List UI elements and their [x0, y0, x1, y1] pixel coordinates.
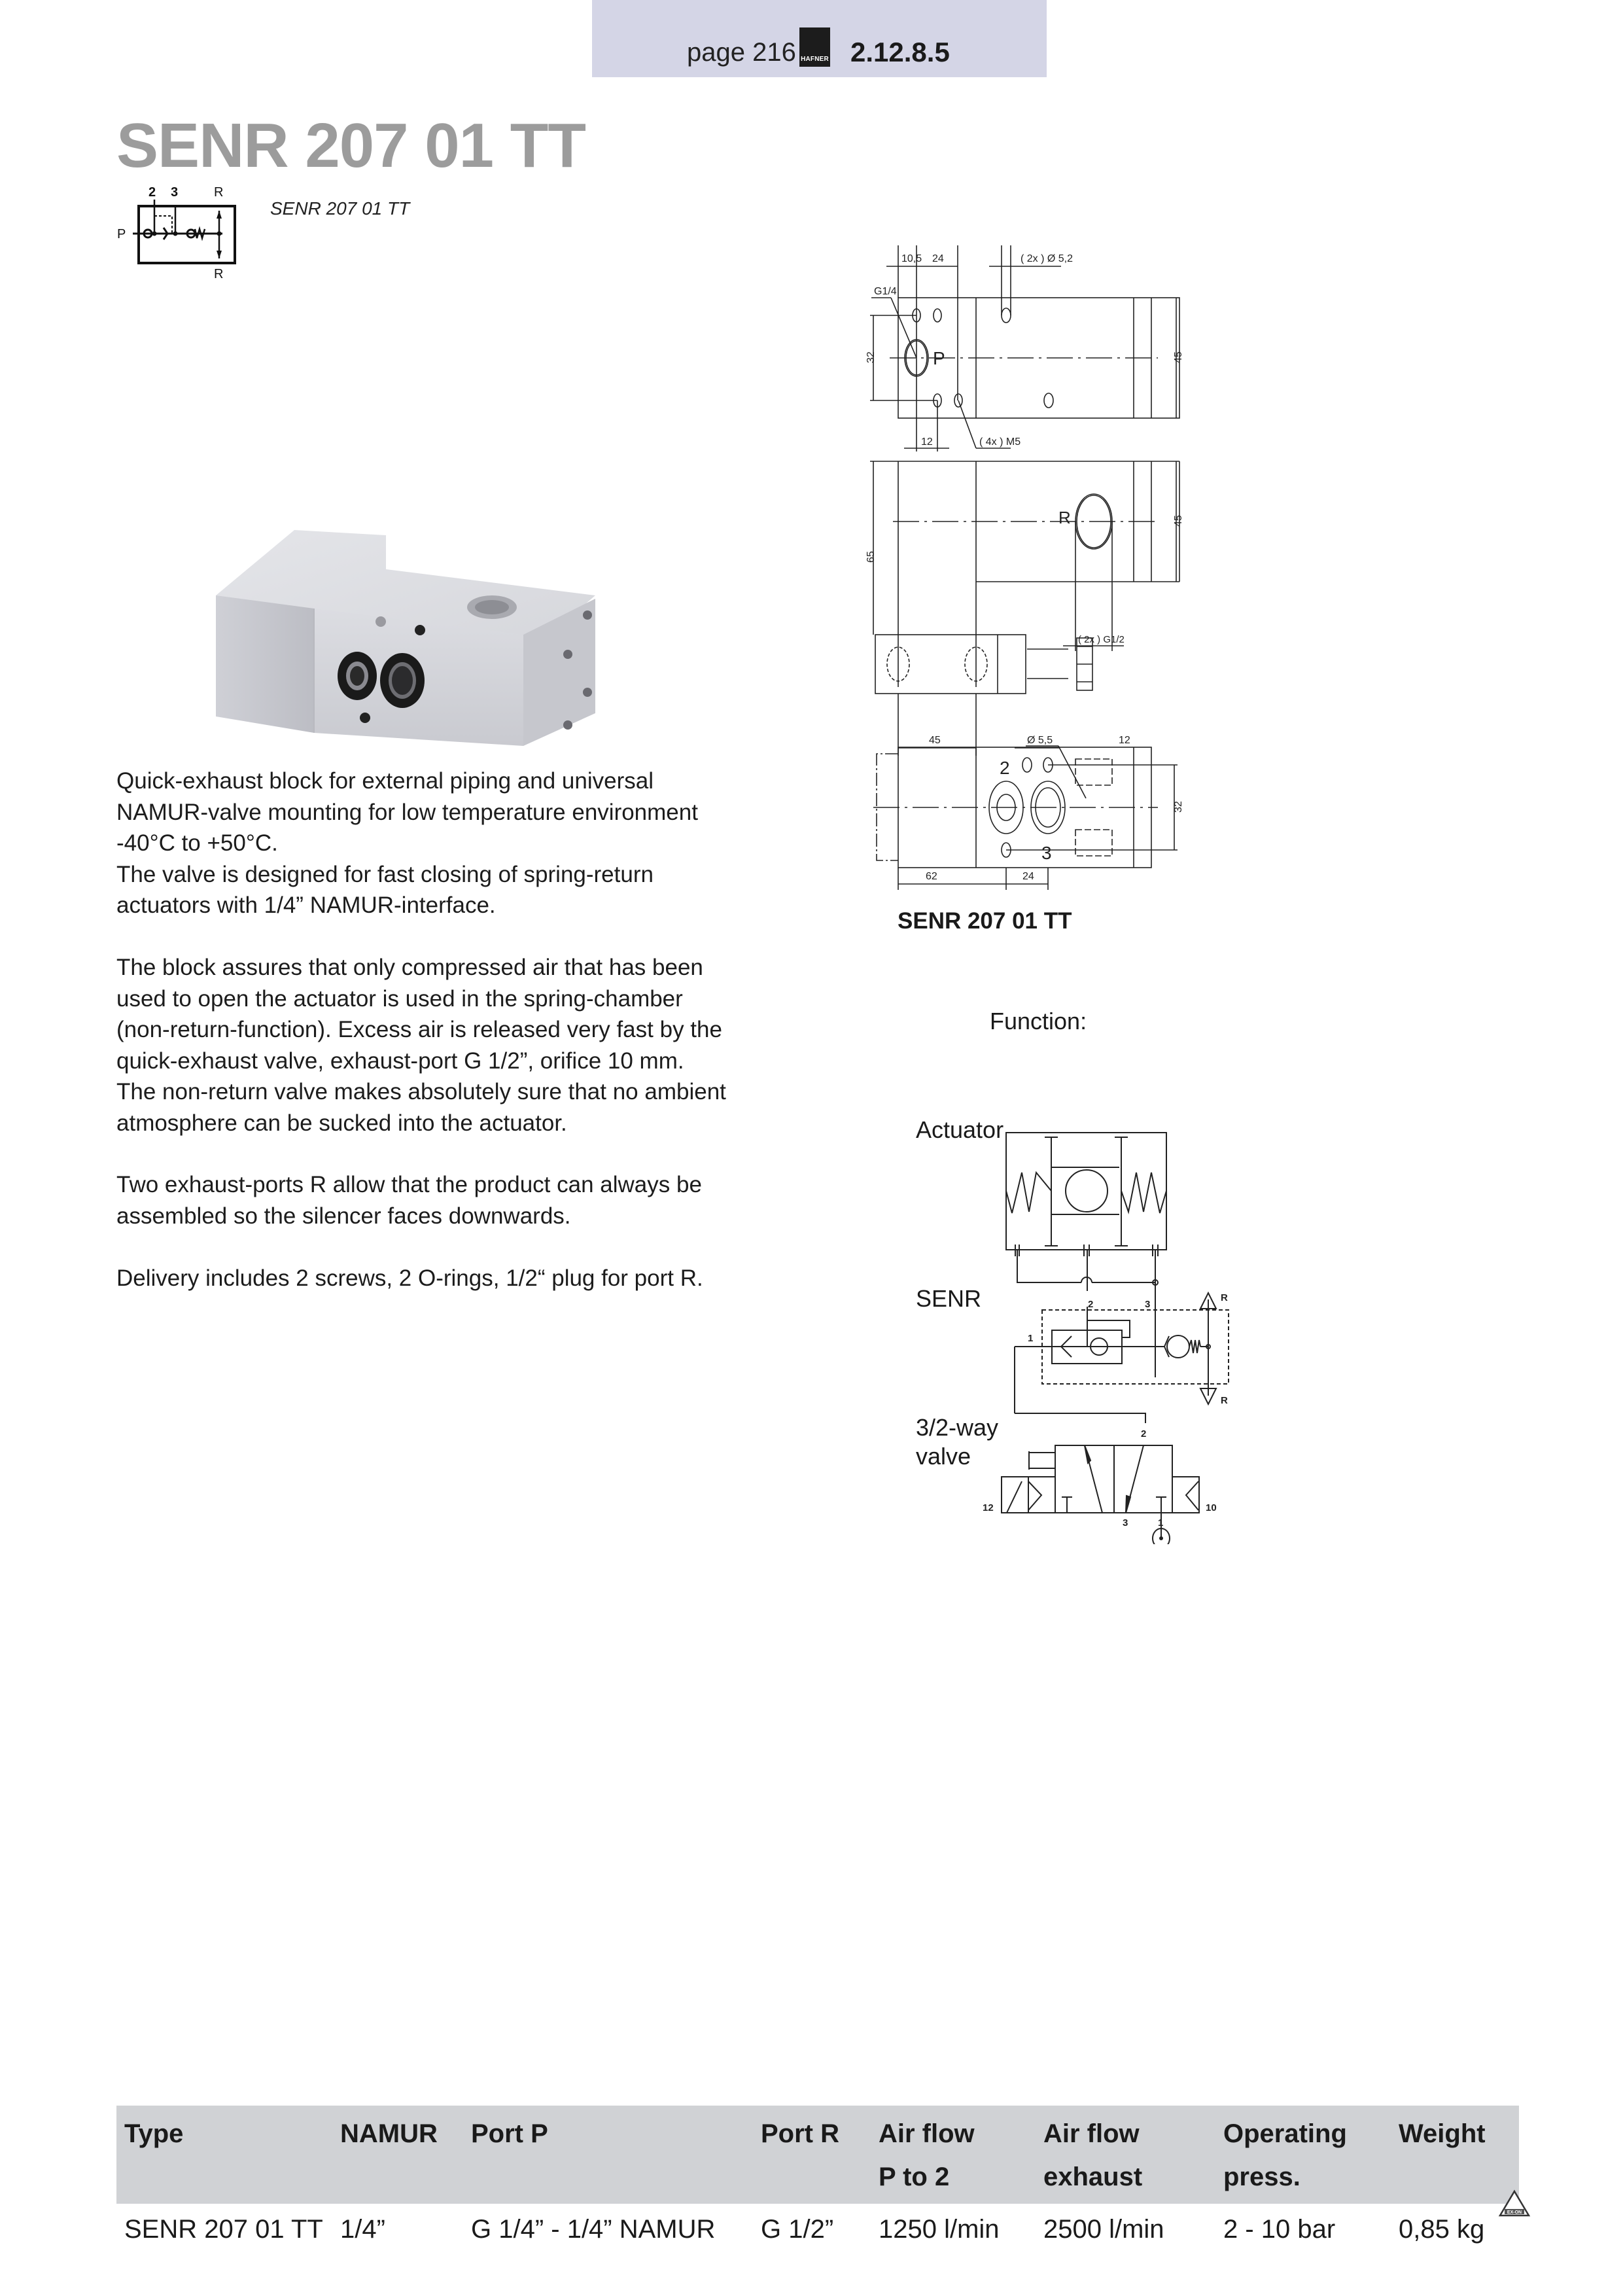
hafner-logo: HAFNER	[799, 27, 830, 67]
dim-45: 45	[1173, 351, 1184, 363]
desc-line: quick-exhaust valve, exhaust-port G 1/2”, orifice 10 mm.	[116, 1048, 684, 1074]
col-airflow-exhaust: Air flow exhaust	[1036, 2106, 1215, 2204]
symbol-port-p: P	[117, 227, 126, 241]
label-valve-line-2: valve	[916, 1443, 971, 1470]
symbol-port-r-top: R	[214, 185, 224, 200]
dim-g1-4: G1/4	[874, 286, 897, 297]
cell-port-r: G 1/2”	[761, 2215, 834, 2244]
label-senr: SENR	[916, 1285, 982, 1312]
dim-2x-g1-2: ( 2x ) G1/2	[1078, 634, 1125, 645]
desc-line: used to open the actuator is used in the spring-chamber	[116, 985, 683, 1012]
port-2-label: 2	[1000, 758, 1010, 778]
desc-line: The non-return valve makes absolutely sure that no ambient	[116, 1079, 726, 1104]
valve-port-12: 12	[983, 1502, 994, 1513]
col-port-r: Port R	[753, 2106, 871, 2204]
senr-port-r-top: R	[1221, 1292, 1228, 1303]
symbol-port-r-bottom: R	[214, 267, 224, 281]
col-weight: Weight	[1391, 2106, 1519, 2204]
table-row	[116, 2204, 1519, 2246]
dim-4x-m5: ( 4x ) M5	[979, 436, 1021, 448]
col-type: Type	[116, 2106, 332, 2204]
dim-10-5: 10,5	[901, 253, 922, 264]
senr-port-3: 3	[1145, 1299, 1151, 1310]
dim-24: 24	[932, 253, 944, 264]
valve-port-2: 2	[1141, 1428, 1147, 1439]
senr-port-2: 2	[1088, 1299, 1094, 1310]
senr-port-r-bottom: R	[1221, 1395, 1228, 1406]
product-photo	[209, 517, 615, 746]
cell-weight: 0,85 kg	[1399, 2215, 1485, 2244]
description-paragraph-2	[116, 952, 810, 1139]
desc-line: atmosphere can be sucked into the actuator.	[116, 1110, 567, 1136]
label-actuator: Actuator	[916, 1116, 1004, 1143]
desc-line: (non-return-function). Excess air is released very fast by the	[116, 1017, 722, 1042]
dim-2x-5-2: ( 2x ) Ø 5,2	[1021, 253, 1073, 264]
desc-line: NAMUR-valve mounting for low temperature environment	[116, 799, 698, 825]
spec-table	[116, 2106, 1519, 2246]
pneumatic-symbol	[111, 177, 255, 281]
desc-line: actuators with 1/4” NAMUR-interface.	[116, 892, 496, 918]
description-paragraph-3	[116, 1169, 810, 1231]
drawing-caption: SENR 207 01 TT	[898, 908, 1072, 934]
desc-line: The valve is designed for fast closing of spring-return	[116, 861, 654, 887]
function-title: Function:	[990, 1008, 1087, 1034]
desc-line: The block assures that only compressed air that has been	[116, 955, 703, 980]
symbol-port-3: 3	[171, 185, 179, 200]
cell-namur: 1/4”	[340, 2215, 385, 2244]
valve-port-1: 1	[1158, 1517, 1164, 1528]
cell-operating-press: 2 - 10 bar	[1223, 2215, 1336, 2244]
dim-5-5: Ø 5,5	[1027, 735, 1053, 746]
cell-port-p: G 1/4” - 1/4” NAMUR	[471, 2215, 716, 2244]
dim-32-bottom: 32	[1173, 801, 1184, 813]
description-paragraph-1	[116, 766, 810, 921]
port-r-label: R	[1058, 508, 1071, 527]
top-view	[865, 245, 1184, 451]
valve-port-3: 3	[1123, 1517, 1128, 1528]
senr-symbol	[1015, 1293, 1229, 1404]
spring-right-icon	[1121, 1173, 1166, 1213]
dim-12-side: 12	[1119, 735, 1130, 746]
cell-type: SENR 207 01 TT	[124, 2215, 323, 2244]
function-diagram	[903, 1073, 1308, 1544]
dim-32: 32	[865, 351, 877, 363]
section-number: 2.12.8.5	[850, 37, 950, 67]
desc-line: -40°C to +50°C.	[116, 830, 278, 856]
col-airflow-p-to-2: Air flow P to 2	[871, 2106, 1036, 2204]
col-port-p: Port P	[463, 2106, 753, 2204]
page-number: page 216	[687, 38, 796, 67]
cell-airflow-p-to-2: 1250 l/min	[879, 2215, 1000, 2244]
spring-left-icon	[1006, 1173, 1051, 1213]
table-header-row	[116, 2106, 1519, 2204]
desc-line: Two exhaust-ports R allow that the product can always be	[116, 1172, 702, 1197]
actuator-symbol	[1006, 1133, 1166, 1256]
ex-on-badge-text: EX-ON	[1507, 2210, 1522, 2215]
senr-port-1: 1	[1028, 1333, 1034, 1344]
dim-45-side: 45	[1173, 515, 1184, 527]
dim-24-bottom: 24	[1022, 871, 1034, 882]
dim-12: 12	[921, 436, 933, 448]
symbol-caption: SENR 207 01 TT	[270, 198, 410, 219]
dim-45-bottom: 45	[929, 735, 941, 746]
port-p-label: P	[933, 348, 945, 368]
desc-line: Quick-exhaust block for external piping and universal	[116, 768, 654, 794]
valve-3-2-symbol	[1002, 1445, 1199, 1544]
desc-line: Delivery includes 2 screws, 2 O-rings, 1/2“ plug for port R.	[116, 1265, 703, 1291]
desc-line: assembled so the silencer faces downwards.	[116, 1203, 571, 1229]
col-namur: NAMUR	[332, 2106, 463, 2204]
technical-drawing	[864, 236, 1387, 903]
bottom-view	[873, 747, 1184, 890]
senr-spring-icon	[1189, 1340, 1200, 1353]
dim-62: 62	[926, 871, 937, 882]
port-3-label: 3	[1041, 843, 1052, 863]
ex-on-warning-triangle-icon	[1498, 2189, 1531, 2218]
product-title: SENR 207 01 TT	[116, 111, 585, 181]
dim-65: 65	[865, 551, 877, 563]
valve-port-10: 10	[1206, 1502, 1217, 1513]
col-operating-press: Operating press.	[1215, 2106, 1391, 2204]
cell-airflow-exhaust: 2500 l/min	[1043, 2215, 1164, 2244]
description-paragraph-4	[116, 1263, 810, 1294]
symbol-port-2: 2	[148, 185, 156, 200]
label-valve-line-1: 3/2-way	[916, 1414, 999, 1441]
